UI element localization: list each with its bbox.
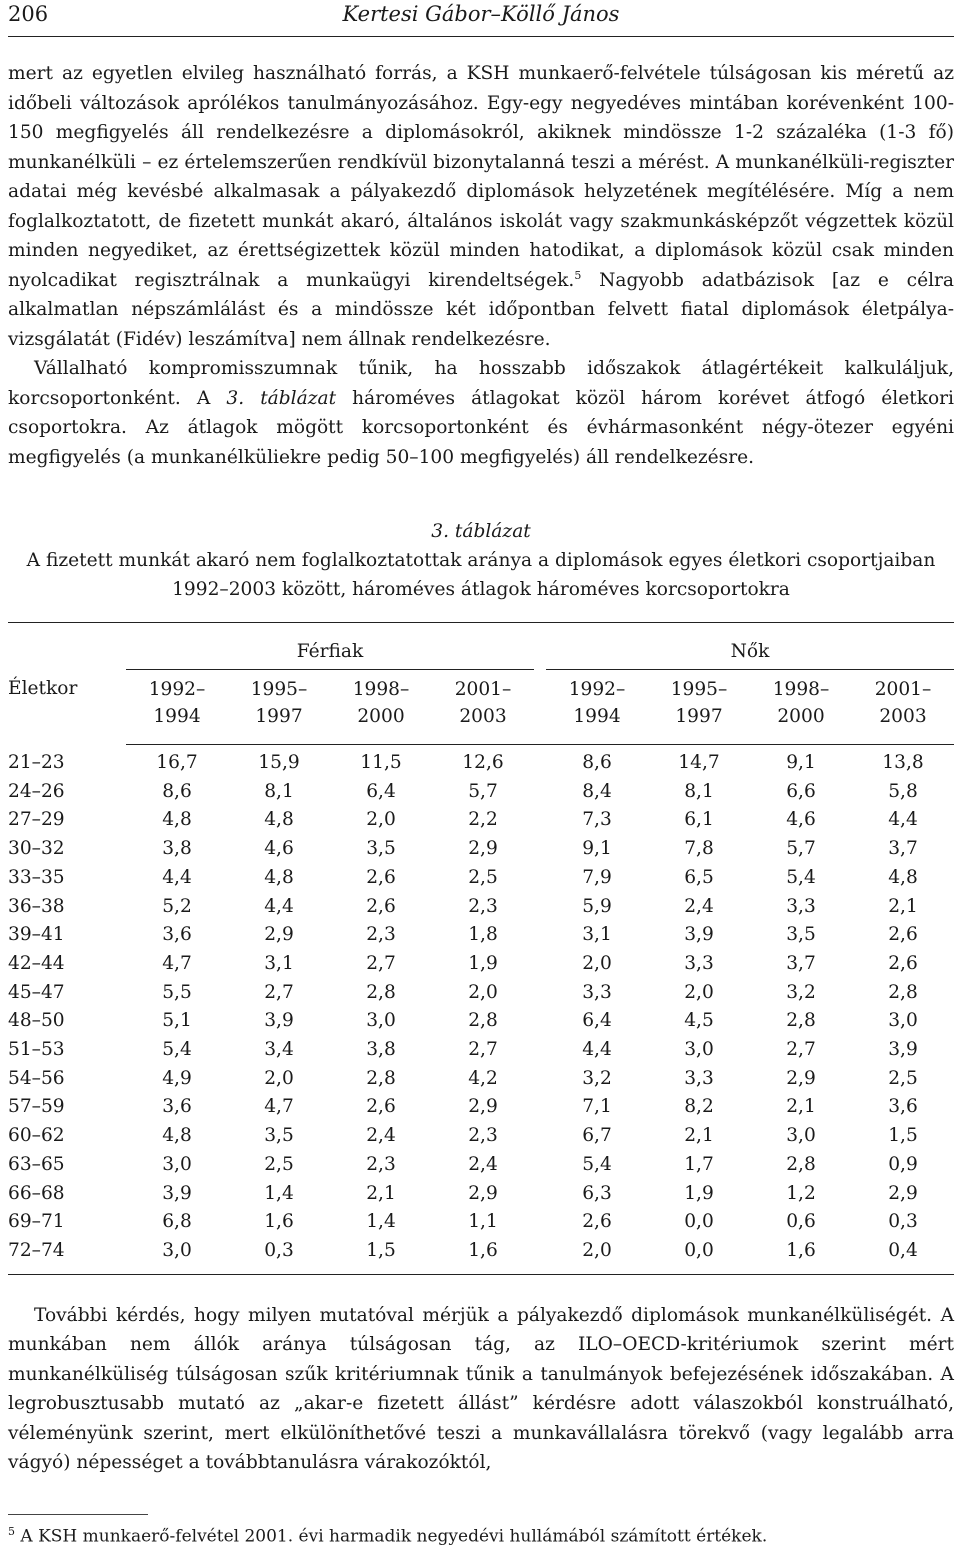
age-cell: 57–59	[8, 1096, 65, 1118]
age-cell: 72–74	[8, 1239, 65, 1261]
age-cell: 42–44	[8, 952, 65, 974]
table-row	[8, 1208, 954, 1237]
value-cell-men: 8,6	[162, 780, 192, 802]
value-cell-women: 2,7	[786, 1039, 816, 1061]
value-cell-women: 2,9	[888, 1182, 918, 1204]
paragraph-3: További kérdés, hogy milyen mutatóval mérjük a pályakezdő diplomások munkanélküliségét. A munkában nem állók aránya túlságosan tág, az ILO–OECD-kritériumok szerint mért munkanélküliség túlságosan szűk kritériumnak tűnik a tanulmányok befejezésének időszakában. A legrobusztusabb mutató az „akar-e fizetett állást” kérdésre adott válaszokból konstruálható, véleményünk szerint, mert elkülöníthetővé teszi a munkavállalásra törekvő (vagy legalább arra vágyó) népességet a továbbtanulásra várakozóktól,	[8, 1304, 954, 1474]
value-cell-women: 6,3	[582, 1182, 612, 1204]
page-number: 206	[8, 2, 49, 26]
table-row	[8, 864, 954, 893]
period-header: 1995– 1997	[648, 670, 750, 745]
value-cell-men: 2,4	[468, 1153, 498, 1175]
value-cell-men: 15,9	[258, 752, 300, 773]
value-cell-women: 0,3	[888, 1211, 918, 1233]
period-header: 1998– 2000	[330, 670, 432, 745]
table-row	[8, 1007, 954, 1036]
value-cell-women: 4,4	[582, 1039, 612, 1061]
value-cell-men: 2,3	[468, 895, 498, 917]
period-header: 1998– 2000	[750, 670, 852, 745]
value-cell-men: 4,8	[162, 1125, 192, 1147]
value-cell-women: 3,0	[684, 1039, 714, 1061]
value-cell-men: 2,6	[366, 866, 396, 888]
value-cell-women: 2,8	[888, 981, 918, 1003]
value-cell-men: 1,1	[468, 1211, 498, 1233]
value-cell-women: 13,8	[882, 752, 924, 773]
value-cell-women: 1,5	[888, 1125, 918, 1147]
value-cell-men: 2,7	[366, 952, 396, 974]
value-cell-women: 3,2	[786, 981, 816, 1003]
value-cell-women: 0,9	[888, 1153, 918, 1175]
period-header: 2001– 2003	[432, 670, 534, 745]
paragraph-2: Vállalható kompromisszumnak tűnik, ha hosszabb időszakok átlagértékeit kalkuláljuk, korcsoportonként. A 3. táblázat hároméves átlagokat közöl három korévet átfogó életkori csoportokra. Az átlagok mögött korcsoportonként és évhármasonként négy-ötezer egyéni megfigyelés (a munkanélküliekre pedig 50–100 megfigyelés) áll rendelkezésre.	[8, 358, 954, 468]
value-cell-men: 2,7	[468, 1039, 498, 1061]
value-cell-men: 2,1	[366, 1182, 396, 1204]
value-cell-women: 2,8	[786, 1010, 816, 1032]
value-cell-men: 2,6	[366, 895, 396, 917]
value-cell-men: 3,0	[366, 1010, 396, 1032]
table-row	[8, 1036, 954, 1065]
value-cell-men: 4,7	[264, 1096, 294, 1118]
value-cell-men: 2,9	[468, 1096, 498, 1118]
value-cell-women: 6,5	[684, 866, 714, 888]
value-cell-men: 4,2	[468, 1067, 498, 1089]
table-row	[8, 1122, 954, 1151]
value-cell-men: 4,9	[162, 1067, 192, 1089]
value-cell-women: 8,6	[582, 752, 612, 773]
value-cell-men: 1,9	[468, 952, 498, 974]
value-cell-women: 8,4	[582, 780, 612, 802]
value-cell-women: 7,3	[582, 809, 612, 831]
value-cell-men: 3,5	[264, 1125, 294, 1147]
value-cell-men: 4,4	[162, 866, 192, 888]
value-cell-women: 1,9	[684, 1182, 714, 1204]
age-cell: 54–56	[8, 1067, 65, 1089]
value-cell-men: 2,8	[366, 1067, 396, 1089]
period-header: 1992– 1994	[546, 670, 648, 745]
age-cell: 36–38	[8, 895, 65, 917]
age-cell: 21–23	[8, 751, 65, 773]
value-cell-men: 2,9	[264, 924, 294, 946]
age-cell: 51–53	[8, 1039, 65, 1061]
value-cell-women: 3,3	[786, 895, 816, 917]
value-cell-women: 2,0	[582, 952, 612, 974]
table-title-line-1: A fizetett munkát akaró nem foglalkoztatottak aránya a diplomások egyes életkori csoportjaiban	[26, 550, 936, 571]
value-cell-women: 2,0	[582, 1239, 612, 1261]
value-cell-women: 3,3	[684, 1067, 714, 1089]
value-cell-men: 12,6	[462, 752, 504, 773]
value-cell-women: 14,7	[678, 752, 720, 773]
value-cell-women: 2,6	[888, 952, 918, 974]
data-table	[8, 622, 954, 1275]
value-cell-men: 5,2	[162, 895, 192, 917]
age-cell: 24–26	[8, 780, 65, 802]
value-cell-women: 3,5	[786, 924, 816, 946]
age-cell: 39–41	[8, 924, 65, 946]
page-header	[8, 0, 954, 37]
value-cell-women: 3,0	[786, 1125, 816, 1147]
value-cell-women: 0,4	[888, 1239, 918, 1261]
value-cell-men: 2,6	[366, 1096, 396, 1118]
value-cell-men: 2,0	[468, 981, 498, 1003]
value-cell-women: 5,8	[888, 780, 918, 802]
footnote: $^5$ A KSH munkaerő-felvétel 2001. évi harmadik negyedévi hullámából számított értékek.	[8, 1525, 768, 1547]
table-row	[8, 745, 954, 778]
table-row	[8, 778, 954, 807]
value-cell-women: 5,4	[582, 1153, 612, 1175]
value-cell-men: 1,6	[468, 1239, 498, 1261]
value-cell-women: 4,5	[684, 1010, 714, 1032]
value-cell-women: 2,4	[684, 895, 714, 917]
value-cell-women: 3,3	[582, 981, 612, 1003]
age-cell: 27–29	[8, 809, 65, 831]
age-cell: 45–47	[8, 981, 65, 1003]
value-cell-men: 1,4	[366, 1211, 396, 1233]
table-row	[8, 921, 954, 950]
value-cell-women: 1,6	[786, 1239, 816, 1261]
value-cell-men: 2,3	[366, 1153, 396, 1175]
value-cell-women: 2,1	[684, 1125, 714, 1147]
table-row	[8, 806, 954, 835]
value-cell-men: 2,0	[264, 1067, 294, 1089]
value-cell-men: 4,7	[162, 952, 192, 974]
value-cell-women: 7,8	[684, 838, 714, 860]
value-cell-women: 2,1	[786, 1096, 816, 1118]
value-cell-women: 3,9	[888, 1039, 918, 1061]
group-header-men: Férfiak	[126, 623, 534, 670]
value-cell-men: 6,8	[162, 1211, 192, 1233]
value-cell-women: 9,1	[582, 838, 612, 860]
value-cell-men: 1,4	[264, 1182, 294, 1204]
value-cell-men: 2,3	[468, 1125, 498, 1147]
value-cell-women: 3,1	[582, 924, 612, 946]
value-cell-women: 6,7	[582, 1125, 612, 1147]
value-cell-men: 3,4	[264, 1039, 294, 1061]
value-cell-men: 3,0	[162, 1153, 192, 1175]
value-cell-women: 3,2	[582, 1067, 612, 1089]
table-row	[8, 835, 954, 864]
value-cell-women: 2,5	[888, 1067, 918, 1089]
value-cell-men: 1,6	[264, 1211, 294, 1233]
value-cell-women: 2,8	[786, 1153, 816, 1175]
value-cell-men: 8,1	[264, 780, 294, 802]
value-cell-men: 2,8	[366, 981, 396, 1003]
value-cell-men: 2,9	[468, 838, 498, 860]
value-cell-women: 5,9	[582, 895, 612, 917]
table-number: 3. táblázat	[431, 521, 531, 542]
value-cell-men: 2,5	[264, 1153, 294, 1175]
table-row	[8, 1093, 954, 1122]
value-cell-women: 2,6	[582, 1211, 612, 1233]
value-cell-men: 5,1	[162, 1010, 192, 1032]
value-cell-women: 2,9	[786, 1067, 816, 1089]
value-cell-men: 4,4	[264, 895, 294, 917]
table-title-line-2: 1992–2003 között, hároméves átlagok hároméves korcsoportokra	[172, 579, 790, 600]
table-row	[8, 893, 954, 922]
value-cell-women: 3,9	[684, 924, 714, 946]
value-cell-women: 3,7	[888, 838, 918, 860]
value-cell-women: 4,8	[888, 866, 918, 888]
value-cell-men: 4,8	[264, 809, 294, 831]
value-cell-men: 5,7	[468, 780, 498, 802]
paragraph-1: mert az egyetlen elvileg használható forrás, a KSH munkaerő-felvétele túlságosan kis méretű az időbeli változások aprólékos tanulmányozásához. Egy-egy negyedéves mintában korévenként 100-150 megfigyelés áll rendelkezésre a diplomásokról, akiknek mindössze 1-2 százaléka (1-3 fő) munkanélküli – ez értelemszerűen rendkívül bizonytalanná teszi a mérést. A munkanélküli-regiszter adatai még kevésbé alkalmasak a pályakezdő diplomások helyzetének megítélésére. Míg a nem foglalkoztatott, de fizetett munkát akaró, általános iskolát vagy szakmunkásképzőt végzettek közül minden negyediket, az érettségizettek közül minden hatodikat, a diplomások közül csak minden nyolcadikat regisztrálnak a munkaügyi kirendeltségek.$^5$ Nagyobb adatbázisok [az e célra alkalmatlan népszámlálást és a mindössze két időpontban felvett fiatal diplomások életpálya-vizsgálatát (Fidév) leszámítva] nem állnak rendelkezésre.	[8, 63, 954, 350]
age-cell: 63–65	[8, 1153, 65, 1175]
page	[8, 0, 954, 1547]
period-header: 1995– 1997	[228, 670, 330, 745]
value-cell-women: 6,1	[684, 809, 714, 831]
value-cell-men: 3,5	[366, 838, 396, 860]
age-cell: 66–68	[8, 1182, 65, 1204]
value-cell-women: 3,6	[888, 1096, 918, 1118]
value-cell-women: 7,1	[582, 1096, 612, 1118]
value-cell-women: 0,0	[684, 1211, 714, 1233]
value-cell-women: 3,3	[684, 952, 714, 974]
value-cell-men: 3,8	[366, 1039, 396, 1061]
value-cell-men: 3,6	[162, 1096, 192, 1118]
value-cell-women: 4,4	[888, 809, 918, 831]
value-cell-women: 3,0	[888, 1010, 918, 1032]
value-cell-men: 4,8	[162, 809, 192, 831]
value-cell-men: 1,5	[366, 1239, 396, 1261]
value-cell-men: 3,8	[162, 838, 192, 860]
value-cell-men: 2,0	[366, 809, 396, 831]
value-cell-women: 8,2	[684, 1096, 714, 1118]
value-cell-women: 7,9	[582, 866, 612, 888]
table-row	[8, 979, 954, 1008]
value-cell-men: 5,5	[162, 981, 192, 1003]
value-cell-men: 2,5	[468, 866, 498, 888]
table-row	[8, 1151, 954, 1180]
value-cell-women: 2,6	[888, 924, 918, 946]
footnote-ref: 5	[574, 268, 582, 282]
age-cell: 60–62	[8, 1125, 65, 1147]
value-cell-men: 16,7	[156, 752, 198, 773]
table-row	[8, 1180, 954, 1209]
value-cell-women: 6,6	[786, 780, 816, 802]
age-cell: 48–50	[8, 1010, 65, 1032]
value-cell-women: 1,2	[786, 1182, 816, 1204]
value-cell-women: 4,6	[786, 809, 816, 831]
value-cell-men: 2,4	[366, 1125, 396, 1147]
value-cell-women: 6,4	[582, 1010, 612, 1032]
value-cell-men: 6,4	[366, 780, 396, 802]
table-body	[8, 745, 954, 1275]
value-cell-men: 1,8	[468, 924, 498, 946]
value-cell-women: 8,1	[684, 780, 714, 802]
value-cell-men: 3,9	[162, 1182, 192, 1204]
age-cell: 33–35	[8, 866, 65, 888]
value-cell-men: 0,3	[264, 1239, 294, 1261]
value-cell-women: 5,7	[786, 838, 816, 860]
value-cell-women: 2,1	[888, 895, 918, 917]
age-cell: 30–32	[8, 838, 65, 860]
value-cell-women: 0,6	[786, 1211, 816, 1233]
value-cell-women: 5,4	[786, 866, 816, 888]
value-cell-men: 4,8	[264, 866, 294, 888]
value-cell-women: 0,0	[684, 1239, 714, 1261]
group-header-women: Nők	[546, 623, 954, 670]
value-cell-women: 9,1	[786, 752, 816, 773]
value-cell-women: 2,0	[684, 981, 714, 1003]
period-header: 1992– 1994	[126, 670, 228, 745]
table-row	[8, 950, 954, 979]
running-head: Kertesi Gábor–Köllő János	[342, 2, 620, 26]
value-cell-men: 3,9	[264, 1010, 294, 1032]
age-cell: 69–71	[8, 1211, 65, 1233]
period-header: 2001– 2003	[852, 670, 954, 745]
value-cell-men: 3,6	[162, 924, 192, 946]
value-cell-men: 3,0	[162, 1239, 192, 1261]
value-cell-men: 2,8	[468, 1010, 498, 1032]
table-row	[8, 1065, 954, 1094]
value-cell-women: 3,7	[786, 952, 816, 974]
value-cell-men: 2,3	[366, 924, 396, 946]
table-row	[8, 1237, 954, 1274]
value-cell-men: 5,4	[162, 1039, 192, 1061]
value-cell-men: 2,9	[468, 1182, 498, 1204]
value-cell-men: 11,5	[360, 752, 402, 773]
value-cell-women: 1,7	[684, 1153, 714, 1175]
footnote-rule	[8, 1514, 148, 1515]
value-cell-men: 3,1	[264, 952, 294, 974]
age-column-header: Életkor	[8, 678, 78, 700]
value-cell-men: 2,2	[468, 809, 498, 831]
value-cell-men: 4,6	[264, 838, 294, 860]
value-cell-men: 2,7	[264, 981, 294, 1003]
